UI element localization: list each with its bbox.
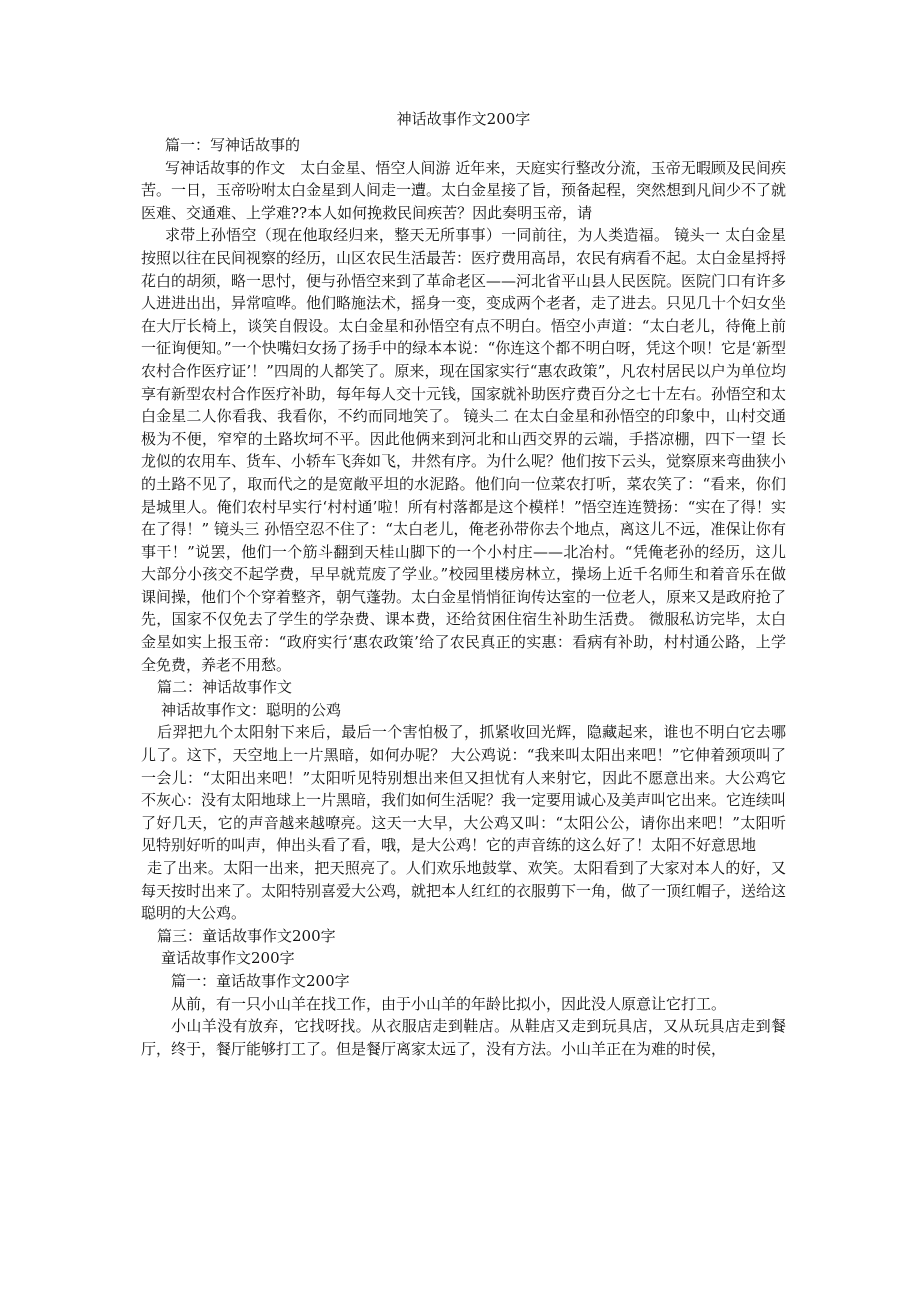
- section-heading-1: 篇一：写神话故事的: [165, 136, 301, 154]
- paragraph: 小山羊没有放弃，它找呀找。从衣服店走到鞋店。从鞋店又走到玩具店，又从玩具店走到餐厅，终于，餐厅能够打工了。但是餐厅离家太远了，没有方法。小山羊正在为难的时侯，: [141, 1017, 786, 1058]
- paragraph: 写神话故事的作文 太白金星、悟空人间游 近年来，天庭实行整改分流，玉帝无暇顾及民间疾苦。一日，玉帝吩咐太白金星到人间走一遭。太白金星接了旨，预备起程，突然想到凡间少不了就医难、交通难、上学难??本人如何挽救民间疾苦？因此奏明玉帝，请: [141, 158, 787, 222]
- paragraph: 后羿把九个太阳射下来后，最后一个害怕极了，抓紧收回光辉，隐藏起来，谁也不明白它去哪儿了。这下，天空地上一片黑暗，如何办呢？ 大公鸡说：“我来叫太阳出来吧！”它伸着颈项叫了一会儿：“太阳出来吧！”太阳听见特别想出来但又担忧有人来射它，因此不愿意出来。大公鸡它不灰心：没有太阳地球上一片黑暗，我们如何生活呢？我一定要用诚心及美声叫它出来。它连续叫了好几天，它的声音越来越嘹亮。这天一大早，大公鸡又叫：“太阳公公，请你出来吧！”太阳听见特别好听的叫声，伸出头看了看，哦，是大公鸡！它的声音练的这么好了！太阳不好意思地: [141, 723, 787, 855]
- paragraph-subtitle: 童话故事作文200字: [161, 949, 295, 968]
- paragraph-subheading: 篇一：童话故事作文200字: [171, 971, 350, 990]
- section-heading-2: 篇二：神话故事作文: [157, 678, 293, 697]
- document-title: 神话故事作文200字: [396, 110, 531, 128]
- document-page: [141, 108, 786, 1060]
- paragraph: 从前，有一只小山羊在找工作，由于小山羊的年龄比拟小，因此没人原意让它打工。: [171, 994, 727, 1013]
- paragraph: 求带上孙悟空（现在他取经归来，整天无所事事）一同前往，为人类造福。 镜头一 太白金星按照以往在民间视察的经历，山区农民生活最苦：医疗费用高昂，农民有病看不起。太白金星捋捋花白的胡须，略一思忖，便与孙悟空来到了革命老区——河北省平山县人民医院。医院门口有许多人进进出出，异常喧哗。他们略施法术，摇身一变，变成两个老者，走了进去。只见几十个妇女坐在大厅长椅上，谈笑自假设。太白金星和孙悟空有点不明白。悟空小声道：“太白老儿，待俺上前一征询便知。”一个快嘴妇女扬了扬手中的绿本本说：“你连这个都不明白呀，凭这个呗！它是‘新型农村合作医疗证’！”四周的人都笑了。原来，现在国家实行“惠农政策”，凡农村居民以户为单位均享有新型农村合作医疗补助，每年每人交十元钱，国家就补助医疗费百分之七十左右。孙悟空和太白金星二人你看我、我看你，不约而同地笑了。 镜头二 在太白金星和孙悟空的印象中，山村交通极为不便，窄窄的土路坎坷不平。因此他俩来到河北和山西交界的云端，手搭凉棚，四下一望 长龙似的农用车、货车、小轿车飞奔如飞，井然有序。为什么呢？他们按下云头，觉察原来弯曲狭小的土路不见了，取而代之的是宽敞平坦的水泥路。他们向一位菜农打听，菜农笑了：“看来，你们是城里人。俺们农村早实行‘村村通’啦！所有村落都是这个模样！”悟空连连赞扬：“实在了得！实在了得！” 镜头三 孙悟空忍不住了：“太白老儿，俺老孙带你去个地点，离这儿不远，准保让你有事干！”说罢，他们一个筋斗翻到天桂山脚下的一个小村庄——北冶村。“凭俺老孙的经历，这儿大部分小孩交不起学费，早早就荒废了学业。”校园里楼房林立，操场上近千名师生和着音乐在做课间操，他们个个穿着整齐，朝气蓬勃。太白金星悄悄征询传达室的一位老人，原来又是政府抢了先，国家不仅免去了学生的学杂费、课本费，还给贫困住宿生补助生活费。 微服私访完毕，太白金星如实上报玉帝：“政府实行‘惠农政策’给了农民真正的实惠：看病有补助，村村通公路，上学全免费，养老不用愁。: [141, 226, 787, 674]
- paragraph-subtitle: 神话故事作文：聪明的公鸡: [161, 700, 342, 719]
- paragraph: 走了出来。太阳一出来，把天照亮了。人们欢乐地鼓掌、欢笑。太阳看到了大家对本人的好，又每天按时出来了。太阳特别喜爱大公鸡，就把本人红红的衣服剪下一角，做了一顶红帽子，送给这聪明的大公鸡。: [141, 859, 787, 923]
- section-heading-3: 篇三：童话故事作文200字: [157, 926, 336, 945]
